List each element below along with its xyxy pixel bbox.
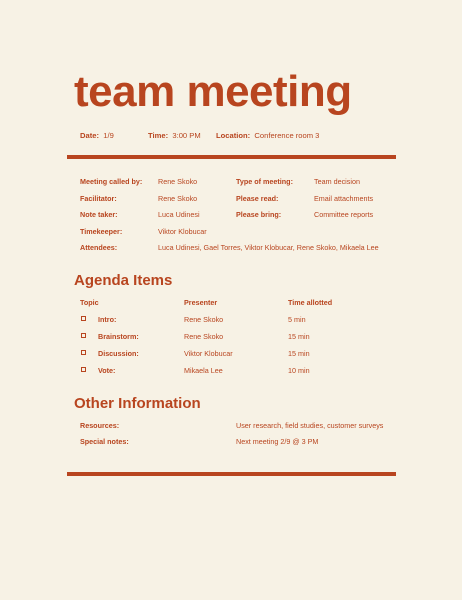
meeting-type-label: Type of meeting: (236, 177, 293, 186)
meta-date (80, 131, 114, 140)
special-notes-value: Next meeting 2/9 @ 3 PM (236, 437, 319, 446)
agenda-time: 10 min (288, 366, 310, 375)
timekeeper-value: Viktor Klobucar (158, 227, 207, 236)
bottom-divider (67, 472, 396, 476)
agenda-topic: Brainstorm: (98, 332, 139, 341)
time-label: Time: (148, 131, 169, 140)
agenda-presenter: Rene Skoko (184, 315, 224, 324)
agenda-time: 15 min (288, 349, 310, 358)
agenda-col-topic: Topic (80, 298, 99, 307)
facilitator-label: Facilitator: (80, 194, 117, 203)
attendees-value: Luca Udinesi, Gael Torres, Viktor Klobucar, Rene Skoko, Mikaela Lee (158, 243, 379, 252)
agenda-checkbox[interactable] (81, 316, 86, 321)
please-bring-value: Committee reports (314, 210, 374, 219)
meta-location (216, 131, 319, 140)
resources-label: Resources: (80, 421, 120, 430)
agenda-presenter: Mikaela Lee (184, 366, 223, 375)
date-label: Date: (80, 131, 99, 140)
location-label: Location: (216, 131, 251, 140)
time-value: 3:00 PM (172, 131, 201, 140)
top-divider (67, 155, 396, 159)
meeting-type-value: Team decision (314, 177, 360, 186)
agenda-presenter: Rene Skoko (184, 332, 224, 341)
meta-time (148, 131, 201, 140)
special-notes-label: Special notes: (80, 437, 129, 446)
agenda-presenter: Viktor Klobucar (184, 349, 233, 358)
please-read-label: Please read: (236, 194, 279, 203)
agenda-checkbox[interactable] (81, 333, 86, 338)
date-value: 1/9 (103, 131, 114, 140)
agenda-checkbox[interactable] (81, 350, 86, 355)
page-title: team meeting (74, 67, 352, 116)
called-by-value: Rene Skoko (158, 177, 198, 186)
agenda-col-time: Time allotted (288, 298, 333, 307)
timekeeper-label: Timekeeper: (80, 227, 123, 236)
agenda-time: 15 min (288, 332, 310, 341)
note-taker-label: Note taker: (80, 210, 118, 219)
please-read-value: Email attachments (314, 194, 374, 203)
agenda-topic: Intro: (98, 315, 117, 324)
called-by-label: Meeting called by: (80, 177, 143, 186)
resources-value: User research, field studies, customer surveys (236, 421, 384, 430)
agenda-checkbox[interactable] (81, 367, 86, 372)
agenda-topic: Vote: (98, 366, 116, 375)
agenda-time: 5 min (288, 315, 306, 324)
location-value: Conference room 3 (254, 131, 320, 140)
facilitator-value: Rene Skoko (158, 194, 198, 203)
attendees-label: Attendees: (80, 243, 118, 252)
other-info-heading: Other Information (74, 395, 201, 412)
please-bring-label: Please bring: (236, 210, 282, 219)
agenda-heading: Agenda Items (74, 272, 173, 289)
agenda-topic: Discussion: (98, 349, 139, 358)
note-taker-value: Luca Udinesi (158, 210, 200, 219)
agenda-col-presenter: Presenter (184, 298, 218, 307)
